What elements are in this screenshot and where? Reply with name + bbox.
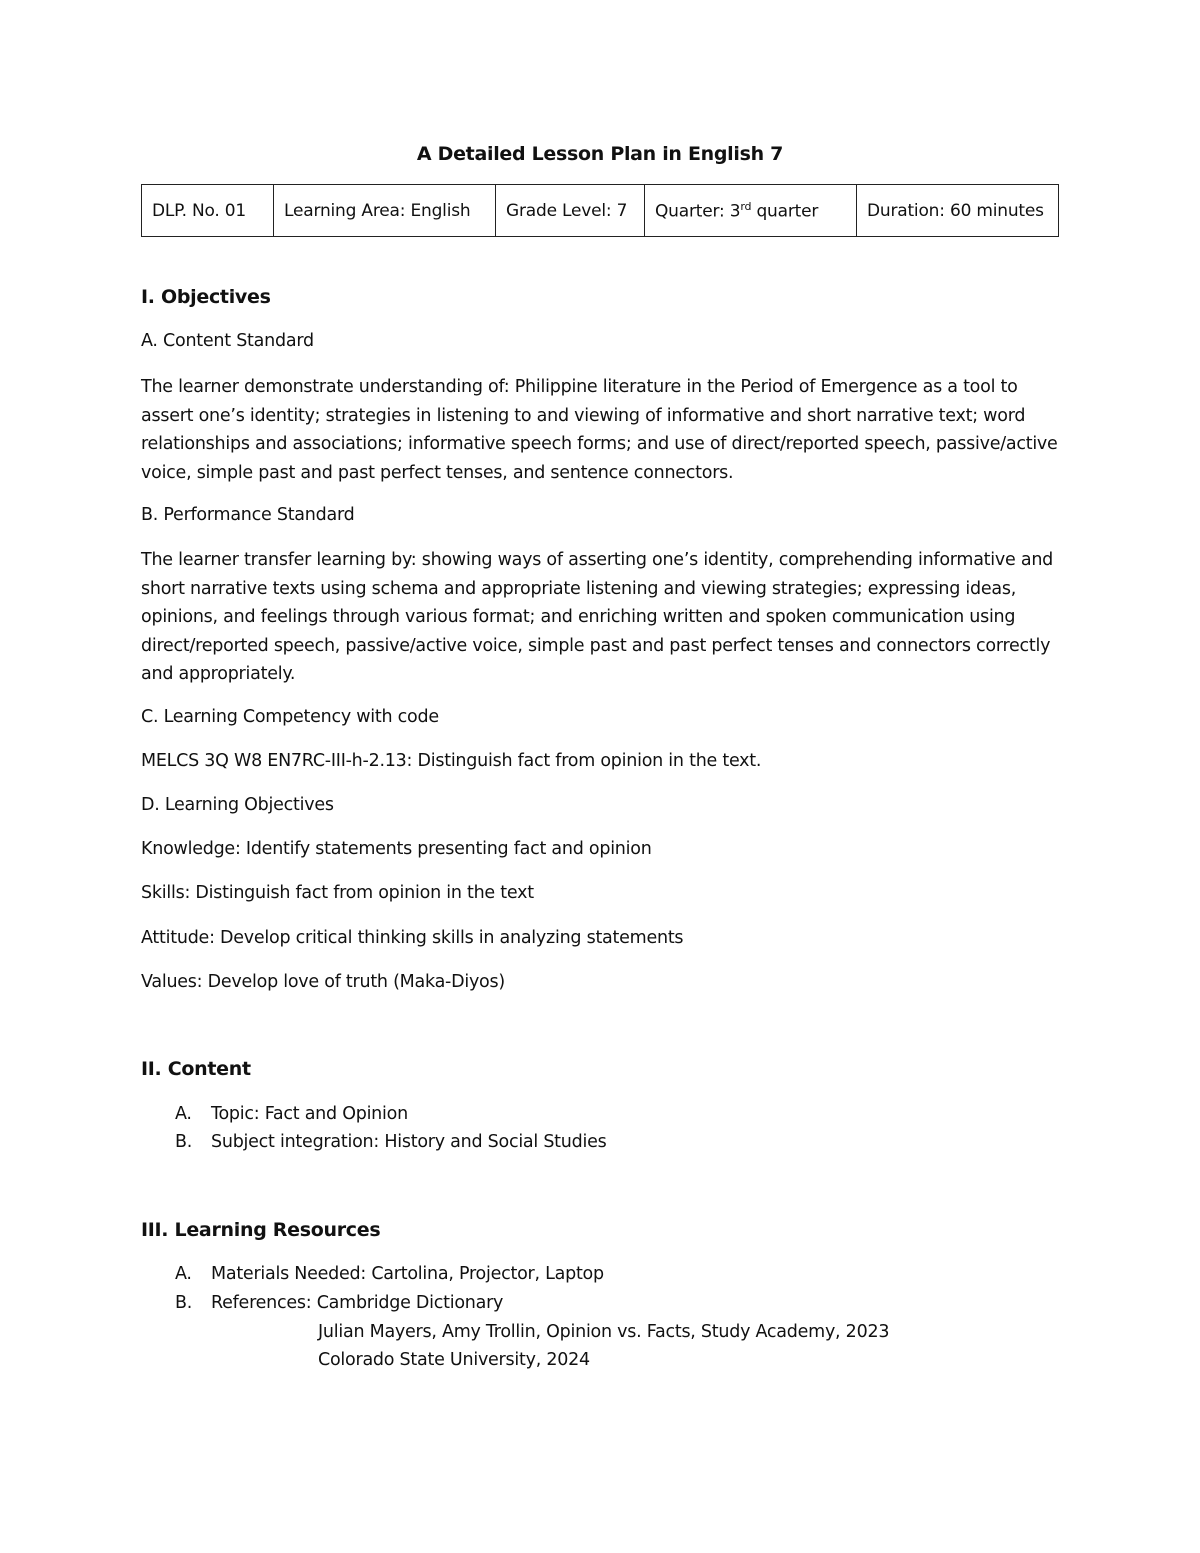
content-list-item <box>175 1104 408 1124</box>
lesson-info-table <box>141 184 1059 237</box>
learning-objectives-label: D. Learning Objectives <box>141 795 334 815</box>
list-marker: A. <box>175 1264 192 1284</box>
performance-standard-label: B. Performance Standard <box>141 505 355 525</box>
dlp-number-cell: DLP. No. 01 <box>142 185 274 237</box>
list-marker: A. <box>175 1104 192 1124</box>
resources-list-item <box>175 1293 503 1313</box>
quarter-suffix: quarter <box>751 201 819 222</box>
list-item-text: References: Cambridge Dictionary <box>211 1293 504 1313</box>
lesson-info-row <box>142 185 1059 237</box>
list-item-text: Materials Needed: Cartolina, Projector, Laptop <box>211 1264 604 1284</box>
quarter-prefix: Quarter: 3 <box>655 201 741 222</box>
list-item-text: Topic: Fact and Opinion <box>211 1104 408 1124</box>
values-objective: Values: Develop love of truth (Maka-Diyos) <box>141 972 505 992</box>
objectives-heading: I. Objectives <box>141 286 271 308</box>
competency-text: MELCS 3Q W8 EN7RC-III-h-2.13: Distinguish fact from opinion in the text. <box>141 751 762 771</box>
content-standard-text: The learner demonstrate understanding of: Philippine literature in the Period of Emergence as a tool to assert one’s identity; strategies in listening to and viewing of informative and short narrative text; word relationships and associations; informative speech forms; and use of direct/reported speech, passive/active voice, simple past and past perfect tenses, and sentence connectors. <box>141 377 1058 483</box>
competency-label: C. Learning Competency with code <box>141 707 439 727</box>
content-standard-label: A. Content Standard <box>141 331 314 351</box>
list-item-text: Subject integration: History and Social Studies <box>211 1132 607 1152</box>
list-marker: B. <box>175 1132 193 1152</box>
list-marker: B. <box>175 1293 193 1313</box>
grade-level-cell: Grade Level: 7 <box>496 185 645 237</box>
content-list-item <box>175 1132 607 1152</box>
reference-line: Julian Mayers, Amy Trollin, Opinion vs. Facts, Study Academy, 2023 <box>318 1322 890 1342</box>
content-heading: II. Content <box>141 1058 251 1080</box>
skills-objective: Skills: Distinguish fact from opinion in the text <box>141 883 534 903</box>
document-title: A Detailed Lesson Plan in English 7 <box>416 143 784 165</box>
attitude-objective: Attitude: Develop critical thinking skills in analyzing statements <box>141 928 684 948</box>
resources-list-item <box>175 1264 604 1284</box>
quarter-superscript: rd <box>740 199 752 213</box>
knowledge-objective: Knowledge: Identify statements presenting fact and opinion <box>141 839 652 859</box>
quarter-cell <box>645 185 857 237</box>
performance-standard-text: The learner transfer learning by: showing ways of asserting one’s identity, comprehending informative and short narrative texts using schema and appropriate listening and viewing strategies; expressing ideas, opinions, and feelings through various format; and enriching written and spoken communication using direct/reported speech, passive/active voice, simple past and past perfect tenses and connectors correctly and appropriately. <box>141 550 1054 684</box>
duration-cell: Duration: 60 minutes <box>857 185 1059 237</box>
reference-line: Colorado State University, 2024 <box>318 1350 590 1370</box>
learning-area-cell: Learning Area: English <box>274 185 496 237</box>
resources-heading: III. Learning Resources <box>141 1219 381 1241</box>
